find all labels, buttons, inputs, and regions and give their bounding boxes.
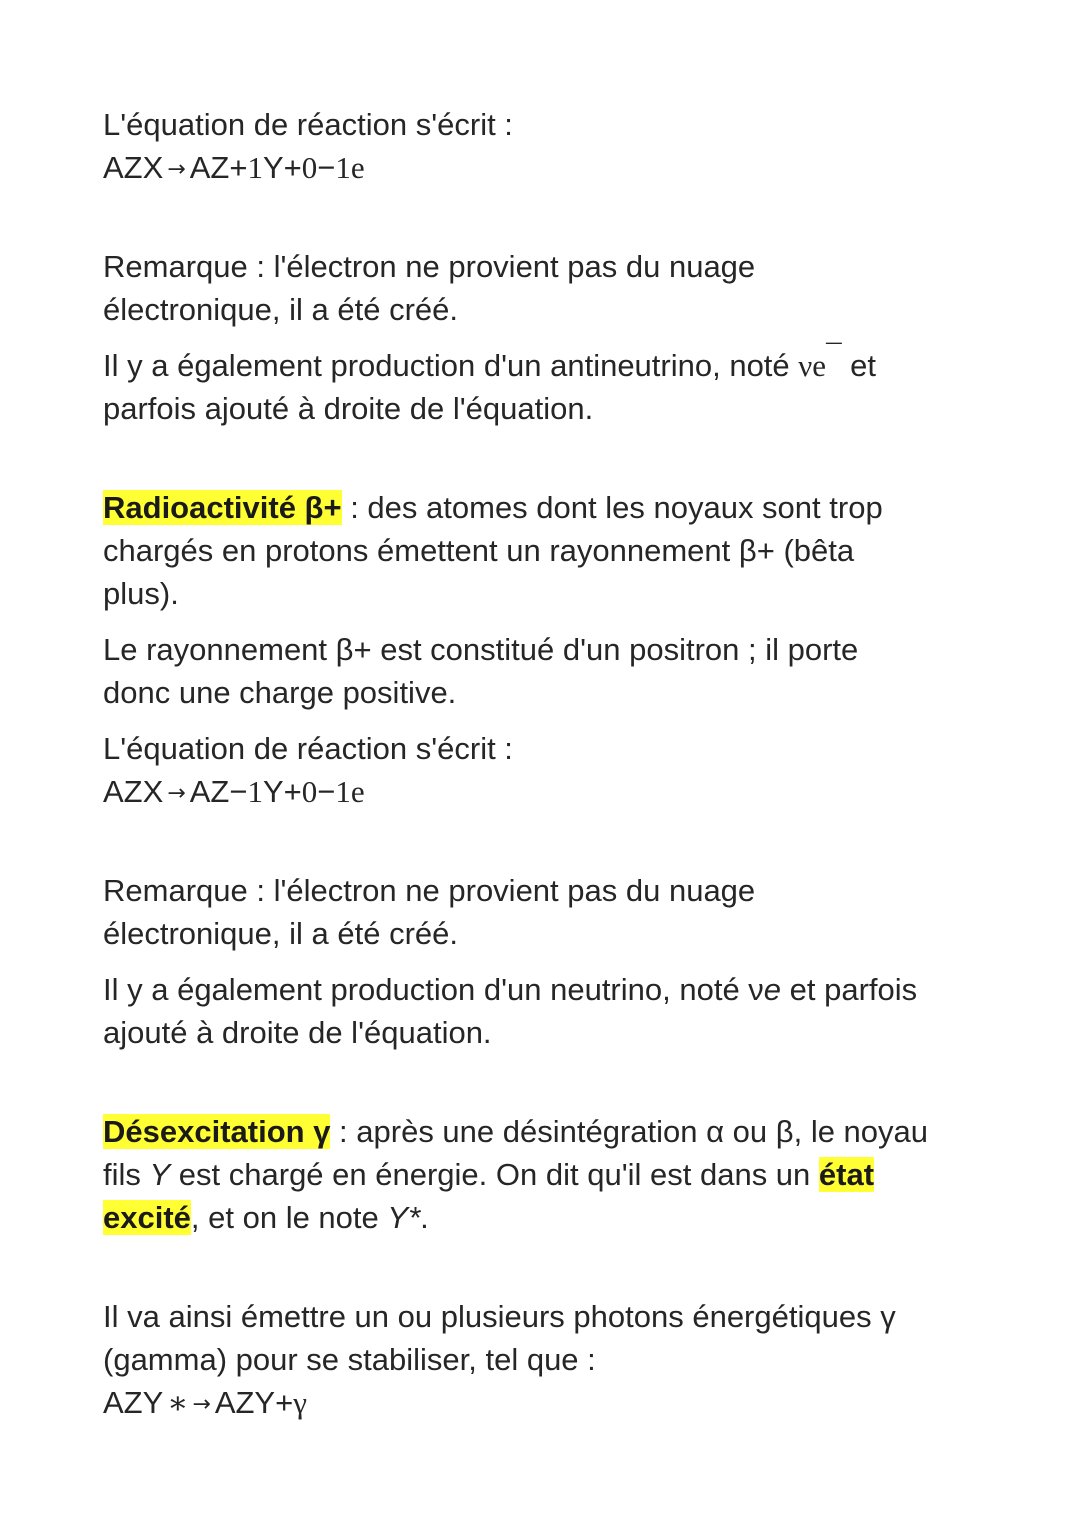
gamma-definition-line-1: Désexcitation γ : après une désintégration α ou β, le noyau (103, 1114, 929, 1149)
arrow-icon: → (192, 1392, 211, 1417)
gamma-symbol: γ (293, 1385, 307, 1420)
equation-intro-beta-minus: L'équation de réaction s'écrit : (103, 107, 513, 142)
asterisk-icon: ∗ (167, 1385, 189, 1420)
equation-intro-beta-plus: L'équation de réaction s'écrit : (103, 731, 513, 766)
antineutrino-symbol: νe (798, 348, 827, 383)
arrow-icon: → (167, 781, 186, 806)
remark-line-1: Remarque : l'électron ne provient pas du nuage (103, 249, 756, 284)
beta-plus-definition-line-1: Radioactivité β+ : des atomes dont les noyaux sont trop (103, 490, 883, 525)
beta-plus-definition-line-2: chargés en protons émettent un rayonnement β+ (bêta (103, 533, 855, 568)
photons-line-2: (gamma) pour se stabiliser, tel que : (103, 1342, 596, 1377)
arrow-icon: → (167, 157, 186, 182)
equation-beta-minus: AZX → AZ+1Y+0−1e (103, 150, 365, 185)
neutrino-line-2: ajouté à droite de l'équation. (103, 1015, 492, 1050)
positron-line-2: donc une charge positive. (103, 675, 457, 710)
gamma-definition-line-3: excité, et on le note Y*. (103, 1200, 429, 1235)
gamma-definition-line-2: fils Y est chargé en énergie. On dit qu'il est dans un état (103, 1157, 875, 1192)
excited-state-term-continued: excité (103, 1200, 191, 1235)
equation-beta-plus: AZX → AZ−1Y+0−1e (103, 774, 365, 809)
positron-line-1: Le rayonnement β+ est constitué d'un positron ; il porte (103, 632, 859, 667)
antineutrino-line-2: parfois ajouté à droite de l'équation. (103, 391, 594, 426)
excited-state-term: état (818, 1157, 875, 1192)
neutrino-line-1: Il y a également production d'un neutrino, noté νe et parfois (103, 972, 918, 1007)
beta-plus-term: Radioactivité β+ (103, 490, 342, 525)
gamma-term: Désexcitation γ (103, 1114, 331, 1149)
photons-line-1: Il va ainsi émettre un ou plusieurs photons énergétiques γ (103, 1299, 896, 1334)
equation-gamma: AZY ∗ → AZY+γ (103, 1385, 307, 1420)
antineutrino-line-1: Il y a également production d'un antineutrino, noté νe¯ et (103, 338, 877, 383)
beta-plus-definition-line-3: plus). (103, 576, 179, 611)
remark-line-2-beta-plus: électronique, il a été créé. (103, 916, 458, 951)
remark-line-1-beta-plus: Remarque : l'électron ne provient pas du nuage (103, 873, 756, 908)
remark-line-2: électronique, il a été créé. (103, 292, 458, 327)
